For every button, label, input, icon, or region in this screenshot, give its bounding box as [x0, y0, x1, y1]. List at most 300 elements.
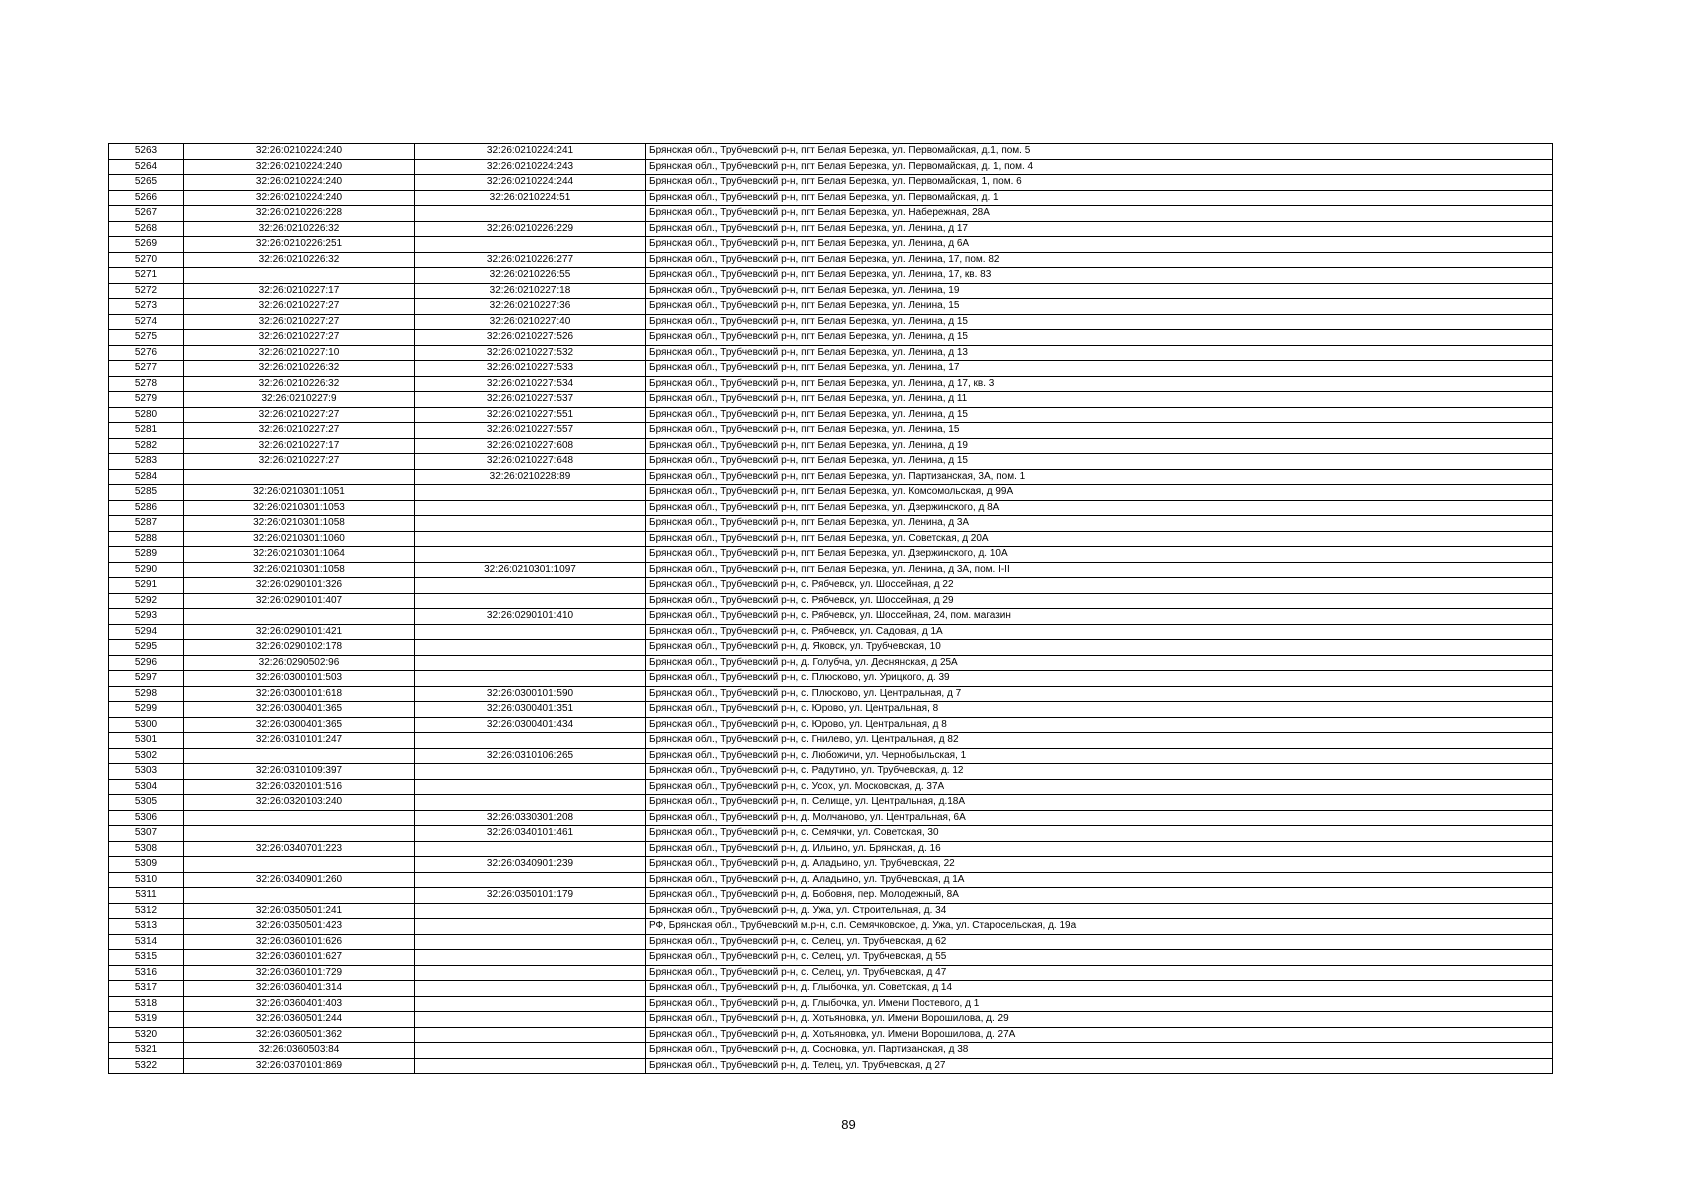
cadastral-number-cell: 32:26:0210226:32	[184, 252, 415, 268]
object-cadastral-number-cell	[415, 1043, 646, 1059]
row-number-cell: 5268	[109, 221, 184, 237]
cadastral-number-cell: 32:26:0210224:240	[184, 175, 415, 191]
row-number-cell: 5278	[109, 376, 184, 392]
table-row	[109, 795, 1553, 811]
object-cadastral-number-cell	[415, 1027, 646, 1043]
object-cadastral-number-cell: 32:26:0290101:410	[415, 609, 646, 625]
table-row	[109, 888, 1553, 904]
address-cell: Брянская обл., Трубчевский р-н, пгт Белая Березка, ул. Дзержинского, д 8А	[646, 500, 1553, 516]
cadastral-number-cell	[184, 857, 415, 873]
address-cell: Брянская обл., Трубчевский р-н, пгт Белая Березка, ул. Первомайская, д. 1, пом. 4	[646, 159, 1553, 175]
address-cell: Брянская обл., Трубчевский р-н, пгт Белая Березка, ул. Ленина, д 15	[646, 314, 1553, 330]
table-row	[109, 965, 1553, 981]
address-cell: Брянская обл., Трубчевский р-н, пгт Белая Березка, ул. Ленина, д 3А	[646, 516, 1553, 532]
row-number-cell: 5314	[109, 934, 184, 950]
object-cadastral-number-cell: 32:26:0340101:461	[415, 826, 646, 842]
cadastral-number-cell: 32:26:0210227:27	[184, 299, 415, 315]
object-cadastral-number-cell	[415, 485, 646, 501]
table-row	[109, 950, 1553, 966]
cadastral-number-cell: 32:26:0340901:260	[184, 872, 415, 888]
cadastral-number-cell	[184, 469, 415, 485]
row-number-cell: 5277	[109, 361, 184, 377]
row-number-cell: 5282	[109, 438, 184, 454]
address-cell: Брянская обл., Трубчевский р-н, пгт Белая Березка, ул. Первомайская, 1, пом. 6	[646, 175, 1553, 191]
table-row	[109, 423, 1553, 439]
row-number-cell: 5269	[109, 237, 184, 253]
address-cell: Брянская обл., Трубчевский р-н, пгт Белая Березка, ул. Дзержинского, д. 10А	[646, 547, 1553, 563]
object-cadastral-number-cell: 32:26:0210224:51	[415, 190, 646, 206]
row-number-cell: 5283	[109, 454, 184, 470]
cadastral-number-cell: 32:26:0210301:1058	[184, 562, 415, 578]
table-row	[109, 872, 1553, 888]
cadastral-number-cell: 32:26:0210227:9	[184, 392, 415, 408]
row-number-cell: 5318	[109, 996, 184, 1012]
object-cadastral-number-cell	[415, 624, 646, 640]
table-row	[109, 175, 1553, 191]
cadastral-number-cell: 32:26:0210226:32	[184, 221, 415, 237]
object-cadastral-number-cell	[415, 640, 646, 656]
row-number-cell: 5317	[109, 981, 184, 997]
row-number-cell: 5285	[109, 485, 184, 501]
table-row	[109, 438, 1553, 454]
table-row	[109, 299, 1553, 315]
address-cell: Брянская обл., Трубчевский р-н, д. Ильино, ул. Брянская, д. 16	[646, 841, 1553, 857]
address-cell: Брянская обл., Трубчевский р-н, пгт Белая Березка, ул. Ленина, д 17, кв. 3	[646, 376, 1553, 392]
address-cell: Брянская обл., Трубчевский р-н, д. Голубча, ул. Деснянская, д 25А	[646, 655, 1553, 671]
address-cell: Брянская обл., Трубчевский р-н, с. Любожичи, ул. Чернобыльская, 1	[646, 748, 1553, 764]
cadastral-number-cell: 32:26:0310109:397	[184, 764, 415, 780]
object-cadastral-number-cell: 32:26:0340901:239	[415, 857, 646, 873]
object-cadastral-number-cell	[415, 841, 646, 857]
object-cadastral-number-cell	[415, 655, 646, 671]
object-cadastral-number-cell: 32:26:0210224:243	[415, 159, 646, 175]
table-row	[109, 841, 1553, 857]
object-cadastral-number-cell	[415, 872, 646, 888]
object-cadastral-number-cell	[415, 206, 646, 222]
table-row	[109, 640, 1553, 656]
table-row	[109, 717, 1553, 733]
object-cadastral-number-cell: 32:26:0300101:590	[415, 686, 646, 702]
row-number-cell: 5286	[109, 500, 184, 516]
address-cell: Брянская обл., Трубчевский р-н, с. Гнилево, ул. Центральная, д 82	[646, 733, 1553, 749]
address-cell: Брянская обл., Трубчевский р-н, пгт Белая Березка, ул. Набережная, 28А	[646, 206, 1553, 222]
object-cadastral-number-cell: 32:26:0210226:55	[415, 268, 646, 284]
cadastral-number-cell: 32:26:0210301:1064	[184, 547, 415, 563]
address-cell: Брянская обл., Трубчевский р-н, с. Юрово, ул. Центральная, 8	[646, 702, 1553, 718]
cadastral-number-cell: 32:26:0290102:178	[184, 640, 415, 656]
table-row	[109, 996, 1553, 1012]
address-cell: Брянская обл., Трубчевский р-н, д. Бобовня, пер. Молодежный, 8А	[646, 888, 1553, 904]
row-number-cell: 5294	[109, 624, 184, 640]
table-row	[109, 1027, 1553, 1043]
address-cell: РФ, Брянская обл., Трубчевский м.р-н, с.п. Семячковское, д. Ужа, ул. Старосельская, д. 19а	[646, 919, 1553, 935]
address-cell: Брянская обл., Трубчевский р-н, с. Усох, ул. Московская, д. 37А	[646, 779, 1553, 795]
address-cell: Брянская обл., Трубчевский р-н, пгт Белая Березка, ул. Первомайская, д.1, пом. 5	[646, 144, 1553, 160]
object-cadastral-number-cell: 32:26:0210227:648	[415, 454, 646, 470]
address-cell: Брянская обл., Трубчевский р-н, д. Глыбочка, ул. Советская, д 14	[646, 981, 1553, 997]
object-cadastral-number-cell	[415, 593, 646, 609]
row-number-cell: 5298	[109, 686, 184, 702]
object-cadastral-number-cell: 32:26:0210227:534	[415, 376, 646, 392]
table-row	[109, 903, 1553, 919]
cadastral-number-cell: 32:26:0350501:241	[184, 903, 415, 919]
row-number-cell: 5306	[109, 810, 184, 826]
cadastral-number-cell: 32:26:0210227:27	[184, 314, 415, 330]
table-row	[109, 376, 1553, 392]
object-cadastral-number-cell	[415, 531, 646, 547]
table-row	[109, 655, 1553, 671]
address-cell: Брянская обл., Трубчевский р-н, пгт Белая Березка, ул. Первомайская, д. 1	[646, 190, 1553, 206]
object-cadastral-number-cell	[415, 965, 646, 981]
address-cell: Брянская обл., Трубчевский р-н, д. Сосновка, ул. Партизанская, д 38	[646, 1043, 1553, 1059]
address-cell: Брянская обл., Трубчевский р-н, пгт Белая Березка, ул. Ленина, 17, пом. 82	[646, 252, 1553, 268]
cadastral-number-cell: 32:26:0310101:247	[184, 733, 415, 749]
row-number-cell: 5315	[109, 950, 184, 966]
cadastral-number-cell: 32:26:0210301:1060	[184, 531, 415, 547]
cadastral-number-cell: 32:26:0210226:251	[184, 237, 415, 253]
row-number-cell: 5288	[109, 531, 184, 547]
address-cell: Брянская обл., Трубчевский р-н, пгт Белая Березка, ул. Ленина, д 11	[646, 392, 1553, 408]
row-number-cell: 5296	[109, 655, 184, 671]
row-number-cell: 5293	[109, 609, 184, 625]
address-cell: Брянская обл., Трубчевский р-н, пгт Белая Березка, ул. Ленина, 15	[646, 423, 1553, 439]
table-row	[109, 330, 1553, 346]
object-cadastral-number-cell	[415, 996, 646, 1012]
table-row	[109, 857, 1553, 873]
address-cell: Брянская обл., Трубчевский р-н, с. Рябчевск, ул. Садовая, д 1А	[646, 624, 1553, 640]
table-row	[109, 159, 1553, 175]
cadastral-number-cell: 32:26:0360501:362	[184, 1027, 415, 1043]
address-cell: Брянская обл., Трубчевский р-н, пгт Белая Березка, ул. Ленина, д 15	[646, 407, 1553, 423]
row-number-cell: 5290	[109, 562, 184, 578]
object-cadastral-number-cell	[415, 1058, 646, 1074]
address-cell: Брянская обл., Трубчевский р-н, д. Ужа, ул. Строительная, д. 34	[646, 903, 1553, 919]
object-cadastral-number-cell: 32:26:0210227:40	[415, 314, 646, 330]
row-number-cell: 5302	[109, 748, 184, 764]
row-number-cell: 5289	[109, 547, 184, 563]
cadastral-number-cell: 32:26:0210301:1058	[184, 516, 415, 532]
object-cadastral-number-cell: 32:26:0210226:229	[415, 221, 646, 237]
address-cell: Брянская обл., Трубчевский р-н, пгт Белая Березка, ул. Ленина, 19	[646, 283, 1553, 299]
object-cadastral-number-cell	[415, 950, 646, 966]
object-cadastral-number-cell: 32:26:0350101:179	[415, 888, 646, 904]
row-number-cell: 5304	[109, 779, 184, 795]
address-cell: Брянская обл., Трубчевский р-н, д. Аладьино, ул. Трубчевская, д 1А	[646, 872, 1553, 888]
table-row	[109, 764, 1553, 780]
table-row	[109, 252, 1553, 268]
address-cell: Брянская обл., Трубчевский р-н, пгт Белая Березка, ул. Партизанская, 3А, пом. 1	[646, 469, 1553, 485]
object-cadastral-number-cell	[415, 671, 646, 687]
table-row	[109, 469, 1553, 485]
cadastral-number-cell: 32:26:0360401:314	[184, 981, 415, 997]
cadastral-number-cell: 32:26:0210301:1053	[184, 500, 415, 516]
row-number-cell: 5321	[109, 1043, 184, 1059]
table-row	[109, 314, 1553, 330]
object-cadastral-number-cell	[415, 733, 646, 749]
address-cell: Брянская обл., Трубчевский р-н, с. Рябчевск, ул. Шоссейная, д 29	[646, 593, 1553, 609]
address-cell: Брянская обл., Трубчевский р-н, с. Селец, ул. Трубчевская, д 55	[646, 950, 1553, 966]
address-cell: Брянская обл., Трубчевский р-н, с. Рябчевск, ул. Шоссейная, д 22	[646, 578, 1553, 594]
row-number-cell: 5309	[109, 857, 184, 873]
row-number-cell: 5319	[109, 1012, 184, 1028]
row-number-cell: 5270	[109, 252, 184, 268]
object-cadastral-number-cell: 32:26:0210224:244	[415, 175, 646, 191]
table-row	[109, 624, 1553, 640]
cadastral-number-cell: 32:26:0300401:365	[184, 702, 415, 718]
table-row	[109, 485, 1553, 501]
cadastral-number-cell: 32:26:0360503:84	[184, 1043, 415, 1059]
object-cadastral-number-cell: 32:26:0210227:533	[415, 361, 646, 377]
row-number-cell: 5301	[109, 733, 184, 749]
object-cadastral-number-cell: 32:26:0330301:208	[415, 810, 646, 826]
table-row	[109, 609, 1553, 625]
row-number-cell: 5311	[109, 888, 184, 904]
cadastral-number-cell: 32:26:0370101:869	[184, 1058, 415, 1074]
cadastral-number-cell: 32:26:0300101:618	[184, 686, 415, 702]
row-number-cell: 5297	[109, 671, 184, 687]
object-cadastral-number-cell: 32:26:0210224:241	[415, 144, 646, 160]
table-row	[109, 531, 1553, 547]
cadastral-number-cell: 32:26:0350501:423	[184, 919, 415, 935]
table-row	[109, 810, 1553, 826]
registry-table	[108, 143, 1553, 1074]
table-row	[109, 547, 1553, 563]
row-number-cell: 5313	[109, 919, 184, 935]
table-row	[109, 1043, 1553, 1059]
object-cadastral-number-cell	[415, 237, 646, 253]
object-cadastral-number-cell	[415, 1012, 646, 1028]
address-cell: Брянская обл., Трубчевский р-н, пгт Белая Березка, ул. Ленина, д 15	[646, 454, 1553, 470]
row-number-cell: 5322	[109, 1058, 184, 1074]
cadastral-number-cell: 32:26:0210301:1051	[184, 485, 415, 501]
row-number-cell: 5308	[109, 841, 184, 857]
object-cadastral-number-cell: 32:26:0310106:265	[415, 748, 646, 764]
cadastral-number-cell: 32:26:0210224:240	[184, 159, 415, 175]
address-cell: Брянская обл., Трубчевский р-н, д. Телец, ул. Трубчевская, д 27	[646, 1058, 1553, 1074]
cadastral-number-cell: 32:26:0210227:27	[184, 423, 415, 439]
table-row	[109, 516, 1553, 532]
table-row	[109, 392, 1553, 408]
table-row	[109, 345, 1553, 361]
address-cell: Брянская обл., Трубчевский р-н, пгт Белая Березка, ул. Ленина, д 6А	[646, 237, 1553, 253]
row-number-cell: 5264	[109, 159, 184, 175]
table-row	[109, 934, 1553, 950]
object-cadastral-number-cell	[415, 934, 646, 950]
object-cadastral-number-cell: 32:26:0210227:537	[415, 392, 646, 408]
row-number-cell: 5316	[109, 965, 184, 981]
table-row	[109, 361, 1553, 377]
address-cell: Брянская обл., Трубчевский р-н, пгт Белая Березка, ул. Ленина, д 19	[646, 438, 1553, 454]
object-cadastral-number-cell: 32:26:0210301:1097	[415, 562, 646, 578]
table-row	[109, 593, 1553, 609]
object-cadastral-number-cell: 32:26:0210227:608	[415, 438, 646, 454]
cadastral-number-cell: 32:26:0360401:403	[184, 996, 415, 1012]
row-number-cell: 5284	[109, 469, 184, 485]
table-row	[109, 407, 1553, 423]
address-cell: Брянская обл., Трубчевский р-н, д. Хотьяновка, ул. Имени Ворошилова, д. 27А	[646, 1027, 1553, 1043]
address-cell: Брянская обл., Трубчевский р-н, пгт Белая Березка, ул. Ленина, д 15	[646, 330, 1553, 346]
cadastral-number-cell: 32:26:0360501:244	[184, 1012, 415, 1028]
address-cell: Брянская обл., Трубчевский р-н, пгт Белая Березка, ул. Комсомольская, д 99А	[646, 485, 1553, 501]
cadastral-number-cell: 32:26:0360101:729	[184, 965, 415, 981]
table-row	[109, 702, 1553, 718]
address-cell: Брянская обл., Трубчевский р-н, пгт Белая Березка, ул. Ленина, 17, кв. 83	[646, 268, 1553, 284]
address-cell: Брянская обл., Трубчевский р-н, д. Глыбочка, ул. Имени Постевого, д 1	[646, 996, 1553, 1012]
address-cell: Брянская обл., Трубчевский р-н, пгт Белая Березка, ул. Ленина, 17	[646, 361, 1553, 377]
row-number-cell: 5299	[109, 702, 184, 718]
row-number-cell: 5272	[109, 283, 184, 299]
cadastral-number-cell	[184, 810, 415, 826]
row-number-cell: 5279	[109, 392, 184, 408]
cadastral-number-cell	[184, 826, 415, 842]
table-row	[109, 500, 1553, 516]
cadastral-number-cell	[184, 268, 415, 284]
address-cell: Брянская обл., Трубчевский р-н, с. Плюсково, ул. Центральная, д 7	[646, 686, 1553, 702]
row-number-cell: 5276	[109, 345, 184, 361]
cadastral-number-cell: 32:26:0210224:240	[184, 190, 415, 206]
row-number-cell: 5274	[109, 314, 184, 330]
cadastral-number-cell	[184, 748, 415, 764]
cadastral-number-cell: 32:26:0210227:17	[184, 283, 415, 299]
object-cadastral-number-cell	[415, 764, 646, 780]
cadastral-number-cell: 32:26:0290101:421	[184, 624, 415, 640]
table-row	[109, 268, 1553, 284]
cadastral-number-cell: 32:26:0290101:407	[184, 593, 415, 609]
address-cell: Брянская обл., Трубчевский р-н, пгт Белая Березка, ул. Ленина, д 17	[646, 221, 1553, 237]
table-row	[109, 190, 1553, 206]
object-cadastral-number-cell: 32:26:0300401:434	[415, 717, 646, 733]
object-cadastral-number-cell: 32:26:0210227:557	[415, 423, 646, 439]
cadastral-number-cell	[184, 609, 415, 625]
address-cell: Брянская обл., Трубчевский р-н, пгт Белая Березка, ул. Советская, д 20А	[646, 531, 1553, 547]
table-row	[109, 237, 1553, 253]
table-row	[109, 206, 1553, 222]
object-cadastral-number-cell	[415, 795, 646, 811]
address-cell: Брянская обл., Трубчевский р-н, п. Селище, ул. Центральная, д.18А	[646, 795, 1553, 811]
cadastral-number-cell: 32:26:0290101:326	[184, 578, 415, 594]
table-row	[109, 144, 1553, 160]
row-number-cell: 5320	[109, 1027, 184, 1043]
address-cell: Брянская обл., Трубчевский р-н, с. Рябчевск, ул. Шоссейная, 24, пом. магазин	[646, 609, 1553, 625]
address-cell: Брянская обл., Трубчевский р-н, д. Яковск, ул. Трубчевская, 10	[646, 640, 1553, 656]
object-cadastral-number-cell	[415, 516, 646, 532]
cadastral-number-cell: 32:26:0210227:27	[184, 407, 415, 423]
row-number-cell: 5281	[109, 423, 184, 439]
row-number-cell: 5266	[109, 190, 184, 206]
cadastral-number-cell: 32:26:0210227:27	[184, 454, 415, 470]
cadastral-number-cell: 32:26:0210226:32	[184, 376, 415, 392]
object-cadastral-number-cell: 32:26:0210227:526	[415, 330, 646, 346]
table-row	[109, 981, 1553, 997]
row-number-cell: 5292	[109, 593, 184, 609]
registry-table-body	[109, 144, 1553, 1074]
object-cadastral-number-cell: 32:26:0210226:277	[415, 252, 646, 268]
object-cadastral-number-cell	[415, 578, 646, 594]
table-row	[109, 686, 1553, 702]
table-row	[109, 454, 1553, 470]
row-number-cell: 5305	[109, 795, 184, 811]
row-number-cell: 5271	[109, 268, 184, 284]
cadastral-number-cell: 32:26:0210226:32	[184, 361, 415, 377]
cadastral-number-cell: 32:26:0300401:365	[184, 717, 415, 733]
row-number-cell: 5287	[109, 516, 184, 532]
address-cell: Брянская обл., Трубчевский р-н, с. Радутино, ул. Трубчевская, д. 12	[646, 764, 1553, 780]
cadastral-number-cell	[184, 888, 415, 904]
cadastral-number-cell: 32:26:0210224:240	[184, 144, 415, 160]
table-row	[109, 221, 1553, 237]
row-number-cell: 5265	[109, 175, 184, 191]
table-row	[109, 671, 1553, 687]
cadastral-number-cell: 32:26:0360101:626	[184, 934, 415, 950]
object-cadastral-number-cell	[415, 903, 646, 919]
cadastral-number-cell: 32:26:0360101:627	[184, 950, 415, 966]
row-number-cell: 5291	[109, 578, 184, 594]
address-cell: Брянская обл., Трубчевский р-н, с. Селец, ул. Трубчевская, д 47	[646, 965, 1553, 981]
row-number-cell: 5303	[109, 764, 184, 780]
object-cadastral-number-cell: 32:26:0300401:351	[415, 702, 646, 718]
object-cadastral-number-cell	[415, 500, 646, 516]
table-row	[109, 779, 1553, 795]
page-number: 89	[841, 1117, 856, 1132]
table-row	[109, 733, 1553, 749]
table-row	[109, 283, 1553, 299]
address-cell: Брянская обл., Трубчевский р-н, с. Семячки, ул. Советская, 30	[646, 826, 1553, 842]
row-number-cell: 5310	[109, 872, 184, 888]
table-row	[109, 1058, 1553, 1074]
object-cadastral-number-cell: 32:26:0210227:551	[415, 407, 646, 423]
address-cell: Брянская обл., Трубчевский р-н, с. Селец, ул. Трубчевская, д 62	[646, 934, 1553, 950]
cadastral-number-cell: 32:26:0320101:516	[184, 779, 415, 795]
row-number-cell: 5300	[109, 717, 184, 733]
table-row	[109, 1012, 1553, 1028]
object-cadastral-number-cell	[415, 919, 646, 935]
row-number-cell: 5275	[109, 330, 184, 346]
address-cell: Брянская обл., Трубчевский р-н, д. Хотьяновка, ул. Имени Ворошилова, д. 29	[646, 1012, 1553, 1028]
table-row	[109, 826, 1553, 842]
table-row	[109, 919, 1553, 935]
object-cadastral-number-cell	[415, 779, 646, 795]
object-cadastral-number-cell	[415, 981, 646, 997]
cadastral-number-cell: 32:26:0210227:17	[184, 438, 415, 454]
address-cell: Брянская обл., Трубчевский р-н, с. Плюсково, ул. Урицкого, д. 39	[646, 671, 1553, 687]
address-cell: Брянская обл., Трубчевский р-н, пгт Белая Березка, ул. Ленина, д 13	[646, 345, 1553, 361]
address-cell: Брянская обл., Трубчевский р-н, пгт Белая Березка, ул. Ленина, д 3А, пом. I-II	[646, 562, 1553, 578]
object-cadastral-number-cell	[415, 547, 646, 563]
table-row	[109, 748, 1553, 764]
object-cadastral-number-cell: 32:26:0210227:18	[415, 283, 646, 299]
cadastral-number-cell: 32:26:0290502:96	[184, 655, 415, 671]
table-row	[109, 578, 1553, 594]
cadastral-number-cell: 32:26:0210227:10	[184, 345, 415, 361]
row-number-cell: 5280	[109, 407, 184, 423]
cadastral-number-cell: 32:26:0210227:27	[184, 330, 415, 346]
address-cell: Брянская обл., Трубчевский р-н, с. Юрово, ул. Центральная, д 8	[646, 717, 1553, 733]
cadastral-number-cell: 32:26:0300101:503	[184, 671, 415, 687]
row-number-cell: 5267	[109, 206, 184, 222]
object-cadastral-number-cell: 32:26:0210228:89	[415, 469, 646, 485]
object-cadastral-number-cell: 32:26:0210227:36	[415, 299, 646, 315]
address-cell: Брянская обл., Трубчевский р-н, д. Молчаново, ул. Центральная, 6А	[646, 810, 1553, 826]
row-number-cell: 5273	[109, 299, 184, 315]
cadastral-number-cell: 32:26:0340701:223	[184, 841, 415, 857]
row-number-cell: 5312	[109, 903, 184, 919]
row-number-cell: 5307	[109, 826, 184, 842]
address-cell: Брянская обл., Трубчевский р-н, д. Аладьино, ул. Трубчевская, 22	[646, 857, 1553, 873]
cadastral-number-cell: 32:26:0210226:228	[184, 206, 415, 222]
object-cadastral-number-cell: 32:26:0210227:532	[415, 345, 646, 361]
row-number-cell: 5263	[109, 144, 184, 160]
cadastral-number-cell: 32:26:0320103:240	[184, 795, 415, 811]
